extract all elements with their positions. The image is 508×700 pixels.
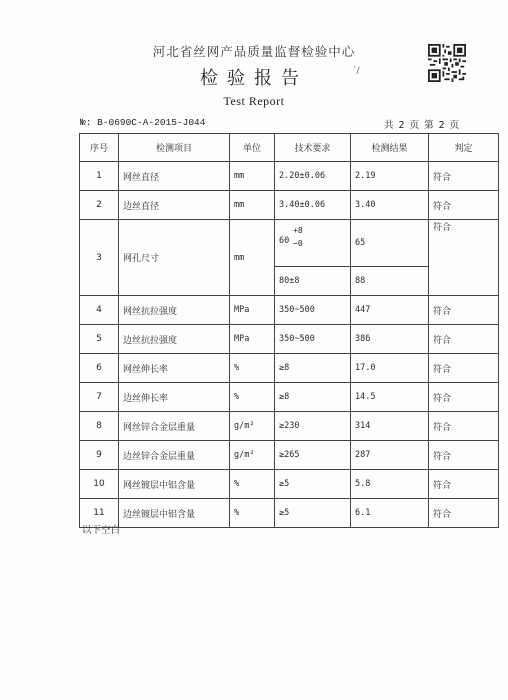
row-requirement: ≥5	[275, 499, 351, 528]
row-unit: mm	[230, 220, 275, 296]
table-row	[80, 191, 499, 220]
row-verdict: 符合	[429, 412, 499, 441]
row-no: 3	[80, 220, 119, 296]
table-row	[80, 470, 499, 499]
row-result: 6.1	[351, 499, 429, 528]
row-no: 8	[80, 412, 119, 441]
row-unit: %	[230, 354, 275, 383]
table-row	[80, 499, 499, 528]
blank-below-note: 以下空白	[82, 525, 121, 536]
row-unit: %	[230, 383, 275, 412]
row-item: 边丝伸长率	[119, 383, 230, 412]
col-header-item: 检测项目	[119, 134, 230, 162]
row-no: 10	[80, 470, 119, 499]
row-requirement: 3.40±0.06	[275, 191, 351, 220]
row-requirement	[275, 220, 351, 267]
row-item: 边丝直径	[119, 191, 230, 220]
row-unit: g/m²	[230, 412, 275, 441]
row-result: 65	[351, 220, 429, 267]
mesh-req-minus: −0	[293, 239, 303, 248]
row-item: 边丝锌合金层重量	[119, 441, 230, 470]
mesh-req-plus: +8	[293, 226, 303, 235]
page-info: 共 2 页 第 2 页	[384, 120, 461, 131]
row-requirement: 80±8	[275, 267, 351, 296]
col-header-verdict: 判定	[429, 134, 499, 162]
row-verdict: 符合	[429, 191, 499, 220]
row-requirement: ≥265	[275, 441, 351, 470]
row-verdict: 符合	[429, 220, 499, 296]
row-no: 9	[80, 441, 119, 470]
row-result: 17.0	[351, 354, 429, 383]
row-verdict: 符合	[429, 470, 499, 499]
col-header-requirement: 技术要求	[275, 134, 351, 162]
row-unit: %	[230, 499, 275, 528]
col-header-result: 检测结果	[351, 134, 429, 162]
org-name: 河北省丝网产品质量监督检验中心	[152, 44, 356, 59]
row-result: 3.40	[351, 191, 429, 220]
row-result: 447	[351, 296, 429, 325]
row-requirement: 2.20±0.06	[275, 162, 351, 191]
row-item: 网丝镀层中铝含量	[119, 470, 230, 499]
row-no: 7	[80, 383, 119, 412]
row-verdict: 符合	[429, 296, 499, 325]
report-title: 检验报告	[200, 68, 308, 89]
row-item: 网丝抗拉强度	[119, 296, 230, 325]
row-unit: g/m²	[230, 441, 275, 470]
pen-mark: ˊ/	[352, 66, 360, 76]
row-item: 网丝锌合金层重量	[119, 412, 230, 441]
row-result: 314	[351, 412, 429, 441]
row-result: 2.19	[351, 162, 429, 191]
qr-code-icon	[428, 44, 466, 82]
row-verdict: 符合	[429, 325, 499, 354]
row-item: 网丝直径	[119, 162, 230, 191]
row-requirement: ≥230	[275, 412, 351, 441]
table-row	[80, 412, 499, 441]
report-number: №: B-0690C-A-2015-J044	[80, 117, 206, 128]
row-verdict: 符合	[429, 354, 499, 383]
row-result: 386	[351, 325, 429, 354]
row-no: 2	[80, 191, 119, 220]
row-no: 6	[80, 354, 119, 383]
table-row	[80, 325, 499, 354]
row-no: 5	[80, 325, 119, 354]
table-row	[80, 220, 499, 267]
table-row	[80, 383, 499, 412]
table-row	[80, 162, 499, 191]
row-unit: MPa	[230, 325, 275, 354]
row-item: 网丝伸长率	[119, 354, 230, 383]
row-result: 5.8	[351, 470, 429, 499]
row-no: 11	[80, 499, 119, 528]
test-results-table	[79, 133, 499, 528]
table-row	[80, 354, 499, 383]
row-item: 网孔尺寸	[119, 220, 230, 296]
row-requirement: ≥8	[275, 383, 351, 412]
table-header-row	[80, 134, 499, 162]
row-verdict: 符合	[429, 441, 499, 470]
mesh-req-base: 60	[279, 236, 290, 246]
row-verdict: 符合	[429, 499, 499, 528]
col-header-unit: 单位	[230, 134, 275, 162]
row-no: 4	[80, 296, 119, 325]
col-header-no: 序号	[80, 134, 119, 162]
row-unit: MPa	[230, 296, 275, 325]
row-unit: mm	[230, 191, 275, 220]
row-verdict: 符合	[429, 162, 499, 191]
row-unit: mm	[230, 162, 275, 191]
row-requirement: 350~500	[275, 325, 351, 354]
row-requirement: ≥5	[275, 470, 351, 499]
row-no: 1	[80, 162, 119, 191]
row-result: 287	[351, 441, 429, 470]
table-row	[80, 441, 499, 470]
row-requirement: 350~500	[275, 296, 351, 325]
row-result: 88	[351, 267, 429, 296]
report-subtitle: Test Report	[223, 94, 285, 108]
row-item: 边丝镀层中铝含量	[119, 499, 230, 528]
row-verdict: 符合	[429, 383, 499, 412]
table-row	[80, 296, 499, 325]
row-unit: %	[230, 470, 275, 499]
row-requirement: ≥8	[275, 354, 351, 383]
row-item: 边丝抗拉强度	[119, 325, 230, 354]
row-result: 14.5	[351, 383, 429, 412]
